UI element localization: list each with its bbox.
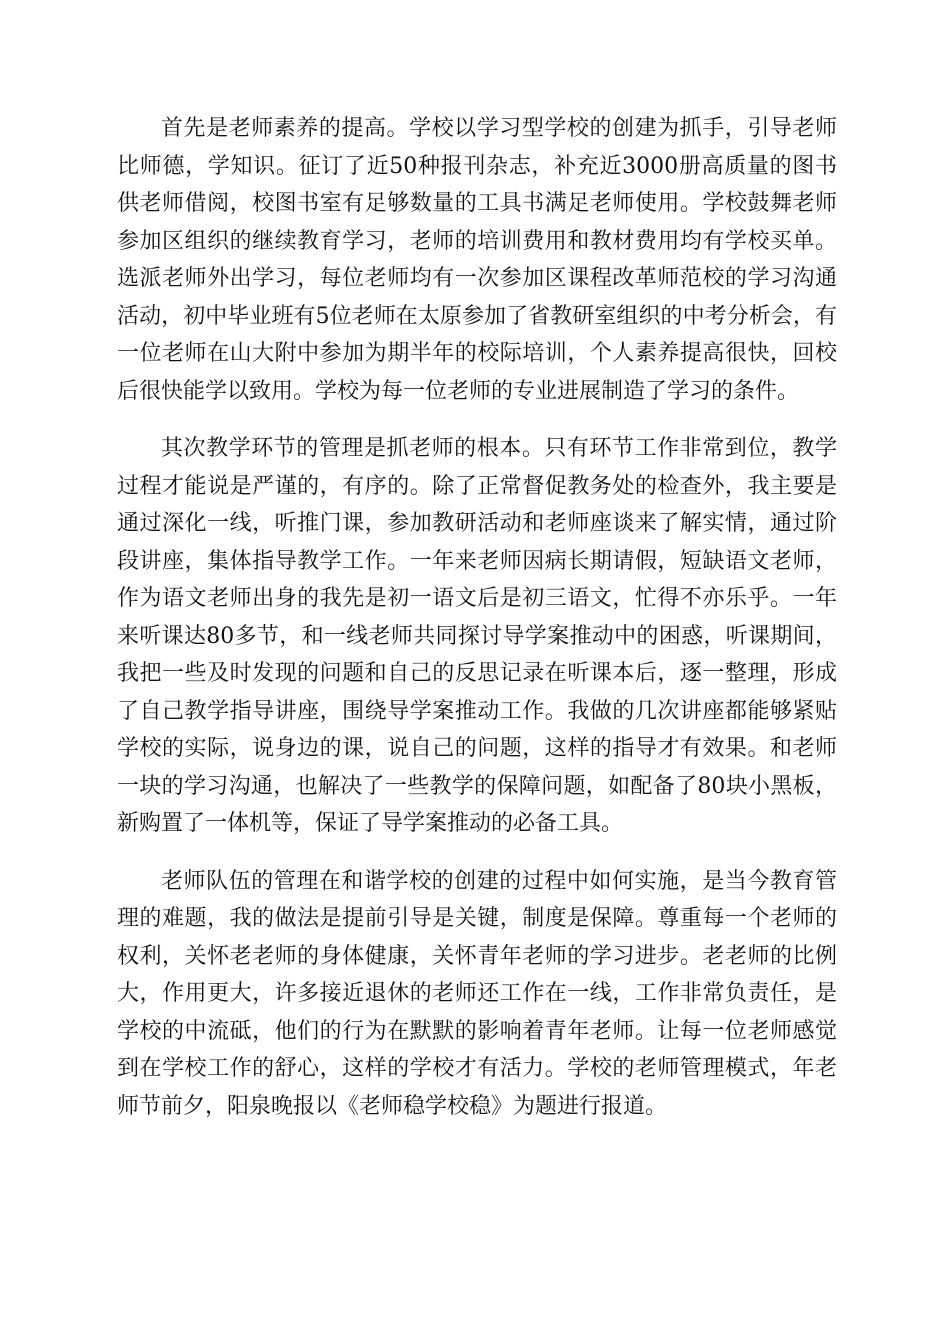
document-body <box>117 110 837 1125</box>
paragraph-teaching-management: 其次教学环节的管理是抓老师的根本。只有环节工作非常到位，教学过程才能说是严谨的，有序的。除了正常督促教务处的检查外，我主要是通过深化一线，听推门课，参加教研活动和老师座谈来了解实情，通过阶段讲座，集体指导教学工作。一年来老师因病长期请假，短缺语文老师，作为语文老师出身的我先是初一语文后是初三语文，忙得不亦乐乎。一年来听课达80多节，和一线老师共同探讨导学案推动中的困惑，听课期间，我把一些及时发现的问题和自己的反思记录在听课本后，逐一整理，形成了自己教学指导讲座，围绕导学案推动工作。我做的几次讲座都能够紧贴学校的实际，说身边的课，说自己的问题，这样的指导才有效果。和老师一块的学习沟通，也解决了一些教学的保障问题，如配备了80块小黑板，新购置了一体机等，保证了导学案推动的必备工具。 <box>117 436 837 836</box>
paragraph-team-management: 老师队伍的管理在和谐学校的创建的过程中如何实施，是当今教育管理的难题，我的做法是提前引导是关键，制度是保障。尊重每一个老师的权利，关怀老老师的身体健康，关怀青年老师的学习进步。老老师的比例大，作用更大，许多接近退休的老师还工作在一线，工作非常负责任，是学校的中流砥，他们的行为在默默的影响着青年老师。让每一位老师感觉到在学校工作的舒心，这样的学校才有活力。学校的老师管理模式，年老师节前夕，阳泉晚报以《老师稳学校稳》为题进行报道。 <box>117 868 837 1119</box>
paragraph-teacher-quality: 首先是老师素养的提高。学校以学习型学校的创建为抓手，引导老师比师德，学知识。征订了近50种报刊杂志，补充近3000册高质量的图书供老师借阅，校图书室有足够数量的工具书满足老师使用。学校鼓舞老师参加区组织的继续教育学习，老师的培训费用和教材费用均有学校买单。选派老师外出学习，每位老师均有一次参加区课程改革师范校的学习沟通活动，初中毕业班有5位老师在太原参加了省教研室组织的中考分析会，有一位老师在山大附中参加为期半年的校际培训，个人素养提高很快，回校后很快能学以致用。学校为每一位老师的专业进展制造了学习的条件。 <box>117 116 837 404</box>
